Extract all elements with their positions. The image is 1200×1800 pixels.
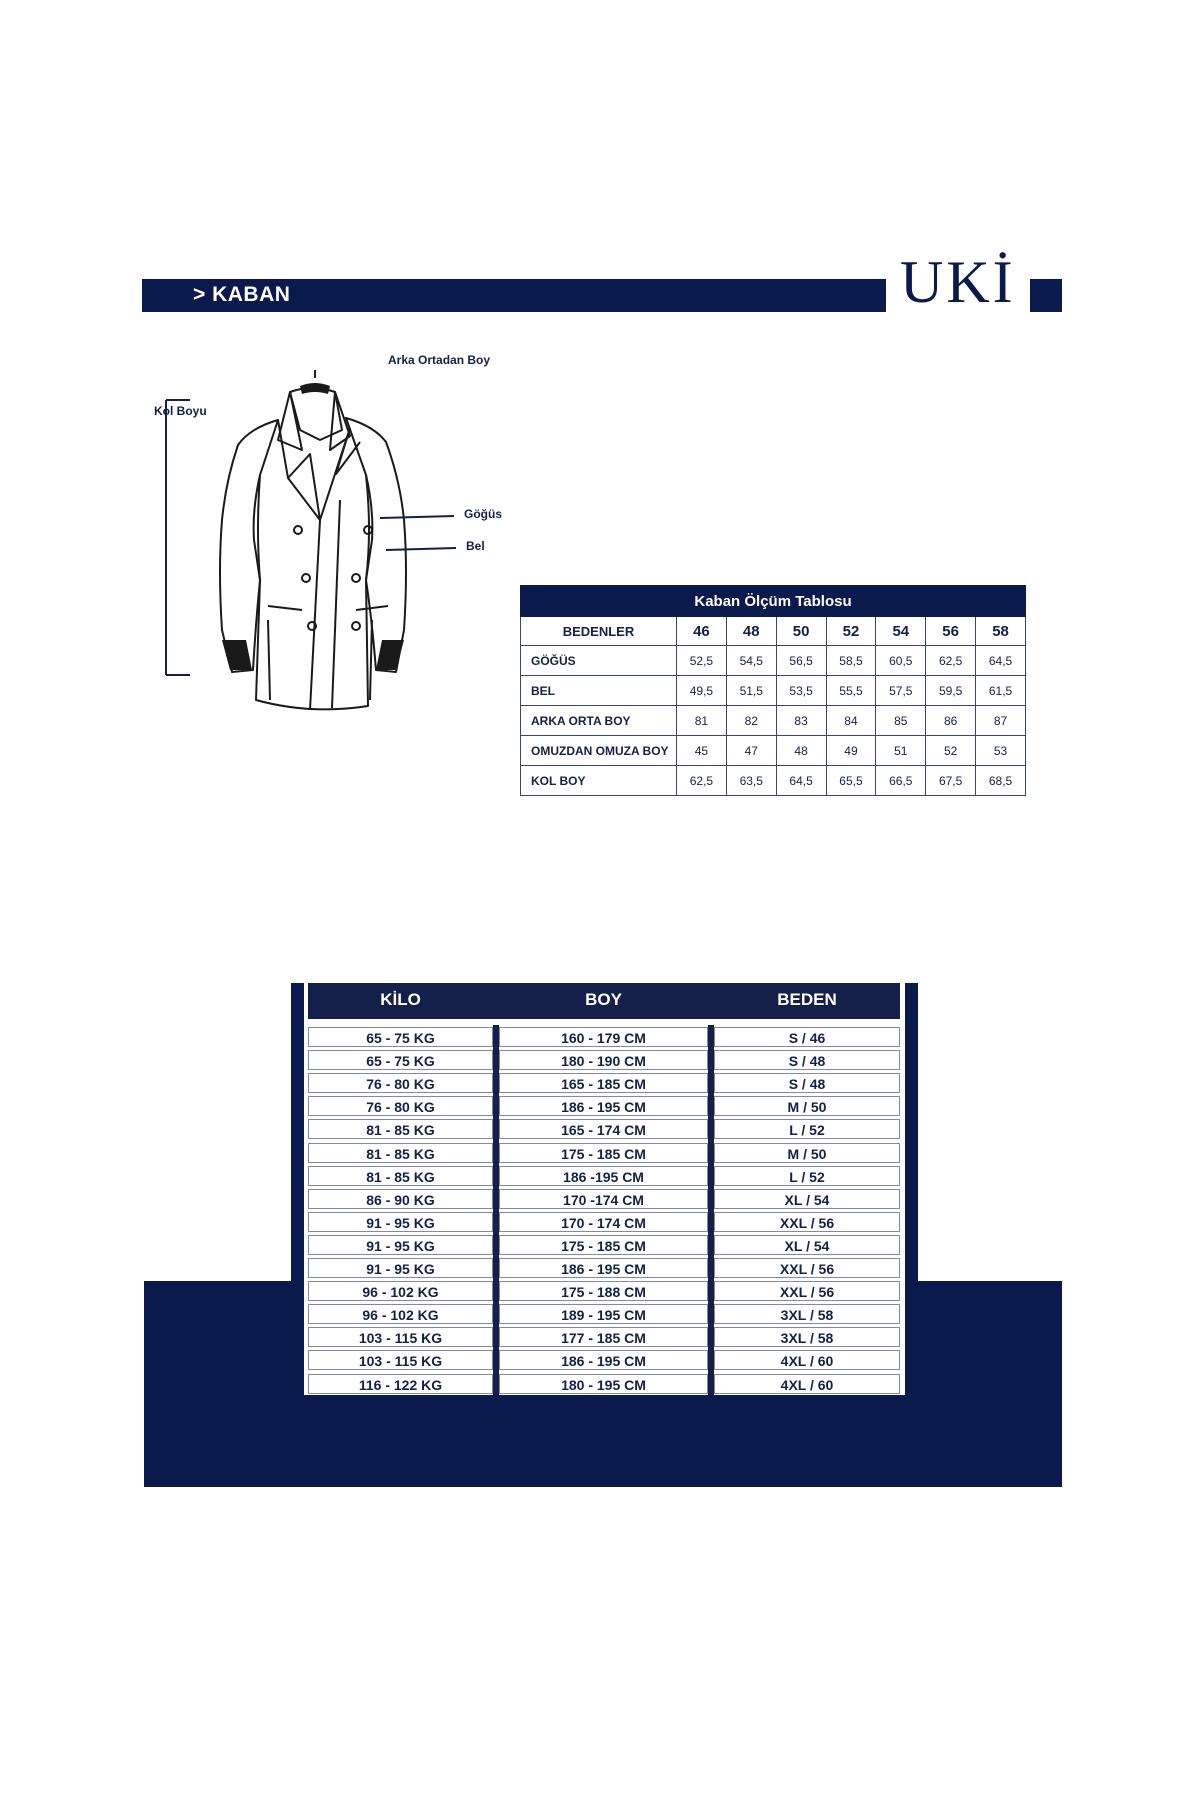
- measurement-cell: 62,5: [926, 646, 976, 676]
- size-guide-cell-weight: 91 - 95 KG: [308, 1235, 493, 1255]
- size-guide-cell-size: 4XL / 60: [714, 1350, 900, 1370]
- size-guide-cell-size: 3XL / 58: [714, 1304, 900, 1324]
- size-guide-cell-height: 175 - 185 CM: [499, 1235, 708, 1255]
- jacket-diagram: [154, 353, 520, 760]
- size-guide-cell-weight: 116 - 122 KG: [308, 1374, 493, 1394]
- size-guide-cell-size: S / 48: [714, 1050, 900, 1070]
- measurement-cell: 54,5: [726, 646, 776, 676]
- size-guide-cell-weight: 96 - 102 KG: [308, 1304, 493, 1324]
- size-guide-cell-weight: 91 - 95 KG: [308, 1212, 493, 1232]
- sleeve-length-label: Kol Boyu: [154, 404, 207, 418]
- size-header-46: 46: [677, 617, 727, 646]
- measurement-cell: 52: [926, 736, 976, 766]
- measurement-cell: 65,5: [826, 766, 876, 796]
- size-guide-cell-size: L / 52: [714, 1166, 900, 1186]
- size-guide-cell-size: 3XL / 58: [714, 1327, 900, 1347]
- size-guide-cell-size: XXL / 56: [714, 1258, 900, 1278]
- waist-label: Bel: [466, 539, 485, 553]
- measurement-row-label: KOL BOY: [521, 766, 677, 796]
- size-guide-cell-height: 175 - 188 CM: [499, 1281, 708, 1301]
- size-guide-cell-weight: 76 - 80 KG: [308, 1096, 493, 1116]
- measurement-cell: 87: [976, 706, 1026, 736]
- size-guide-header-weight: KİLO: [380, 990, 421, 1009]
- measurement-cell: 45: [677, 736, 727, 766]
- measurement-row: [521, 766, 1026, 796]
- measurement-cell: 53,5: [776, 676, 826, 706]
- measurement-row-label: GÖĞÜS: [521, 646, 677, 676]
- measurement-cell: 56,5: [776, 646, 826, 676]
- size-header-54: 54: [876, 617, 926, 646]
- measurement-cell: 66,5: [876, 766, 926, 796]
- measurement-cell: 49,5: [677, 676, 727, 706]
- size-guide-cell-height: 175 - 185 CM: [499, 1143, 708, 1163]
- size-guide-cell-height: 160 - 179 CM: [499, 1027, 708, 1047]
- measurement-cell: 48: [776, 736, 826, 766]
- size-guide-cell-height: 186 - 195 CM: [499, 1258, 708, 1278]
- measurement-table-caption: Kaban Ölçüm Tablosu: [521, 586, 1026, 617]
- size-guide-cell-height: 180 - 190 CM: [499, 1050, 708, 1070]
- size-guide-cell-weight: 103 - 115 KG: [308, 1327, 493, 1347]
- size-header-52: 52: [826, 617, 876, 646]
- size-guide-cell-height: 170 -174 CM: [499, 1189, 708, 1209]
- size-guide-cell-weight: 86 - 90 KG: [308, 1189, 493, 1209]
- measurement-cell: 47: [726, 736, 776, 766]
- jacket-illustration: [160, 370, 520, 760]
- back-length-label: Arka Ortadan Boy: [388, 353, 491, 367]
- measurement-cell: 63,5: [726, 766, 776, 796]
- chest-label: Göğüs: [464, 507, 502, 521]
- size-header-50: 50: [776, 617, 826, 646]
- size-guide-cell-size: L / 52: [714, 1119, 900, 1139]
- size-guide-cell-height: 165 - 185 CM: [499, 1073, 708, 1093]
- size-guide-cell-weight: 96 - 102 KG: [308, 1281, 493, 1301]
- measurement-cell: 68,5: [976, 766, 1026, 796]
- measurement-cell: 51: [876, 736, 926, 766]
- measurement-cell: 59,5: [926, 676, 976, 706]
- measurement-cell: 52,5: [677, 646, 727, 676]
- header-accent-square: [1030, 279, 1062, 312]
- size-header-58: 58: [976, 617, 1026, 646]
- size-guide-cell-height: 165 - 174 CM: [499, 1119, 708, 1139]
- size-guide-cell-height: 180 - 195 CM: [499, 1374, 708, 1394]
- size-guide-cell-size: XL / 54: [714, 1235, 900, 1255]
- size-guide-cell-size: XXL / 56: [714, 1281, 900, 1301]
- measurement-cell: 49: [826, 736, 876, 766]
- size-guide-cell-size: M / 50: [714, 1096, 900, 1116]
- size-guide-cell-height: 186 - 195 CM: [499, 1350, 708, 1370]
- measurement-row: [521, 676, 1026, 706]
- measurement-cell: 58,5: [826, 646, 876, 676]
- measurement-row-label: OMUZDAN OMUZA BOY: [521, 736, 677, 766]
- size-guide-cell-weight: 91 - 95 KG: [308, 1258, 493, 1278]
- measurement-cell: 55,5: [826, 676, 876, 706]
- measurement-cell: 51,5: [726, 676, 776, 706]
- size-guide-cell-size: S / 48: [714, 1073, 900, 1093]
- size-guide-cell-weight: 81 - 85 KG: [308, 1119, 493, 1139]
- measurement-table-header: [521, 617, 1026, 646]
- measurement-cell: 85: [876, 706, 926, 736]
- sizes-header-label: BEDENLER: [521, 617, 677, 646]
- measurement-cell: 64,5: [976, 646, 1026, 676]
- size-guide-cell-weight: 76 - 80 KG: [308, 1073, 493, 1093]
- size-guide-header-height: BOY: [585, 990, 622, 1009]
- measurement-row-label: ARKA ORTA BOY: [521, 706, 677, 736]
- size-guide-cell-size: XXL / 56: [714, 1212, 900, 1232]
- measurement-row: [521, 706, 1026, 736]
- size-guide-cell-size: S / 46: [714, 1027, 900, 1047]
- measurement-cell: 61,5: [976, 676, 1026, 706]
- size-guide-cell-weight: 65 - 75 KG: [308, 1027, 493, 1047]
- measurement-cell: 62,5: [677, 766, 727, 796]
- measurement-cell: 83: [776, 706, 826, 736]
- size-guide-cell-height: 177 - 185 CM: [499, 1327, 708, 1347]
- measurement-row: [521, 646, 1026, 676]
- size-header-48: 48: [726, 617, 776, 646]
- size-guide-cell-weight: 103 - 115 KG: [308, 1350, 493, 1370]
- brand-logo: UKİ: [900, 249, 1016, 315]
- measurement-cell: 84: [826, 706, 876, 736]
- size-guide-cell-height: 186 - 195 CM: [499, 1096, 708, 1116]
- measurement-cell: 53: [976, 736, 1026, 766]
- size-guide-cell-height: 170 - 174 CM: [499, 1212, 708, 1232]
- size-guide-cell-weight: 65 - 75 KG: [308, 1050, 493, 1070]
- measurement-cell: 81: [677, 706, 727, 736]
- page-title: > KABAN: [193, 283, 291, 306]
- size-guide-cell-size: M / 50: [714, 1143, 900, 1163]
- measurement-cell: 60,5: [876, 646, 926, 676]
- measurement-cell: 86: [926, 706, 976, 736]
- size-guide-cell-weight: 81 - 85 KG: [308, 1143, 493, 1163]
- size-guide-cell-weight: 81 - 85 KG: [308, 1166, 493, 1186]
- size-guide-header-size: BEDEN: [777, 990, 837, 1009]
- measurement-row-label: BEL: [521, 676, 677, 706]
- size-guide-cell-size: 4XL / 60: [714, 1374, 900, 1394]
- measurement-cell: 57,5: [876, 676, 926, 706]
- size-guide-cell-height: 189 - 195 CM: [499, 1304, 708, 1324]
- measurement-cell: 82: [726, 706, 776, 736]
- size-guide-cell-height: 186 -195 CM: [499, 1166, 708, 1186]
- measurement-table: [520, 585, 1026, 796]
- measurement-cell: 67,5: [926, 766, 976, 796]
- size-guide-cell-size: XL / 54: [714, 1189, 900, 1209]
- measurement-cell: 64,5: [776, 766, 826, 796]
- size-header-56: 56: [926, 617, 976, 646]
- measurement-row: [521, 736, 1026, 766]
